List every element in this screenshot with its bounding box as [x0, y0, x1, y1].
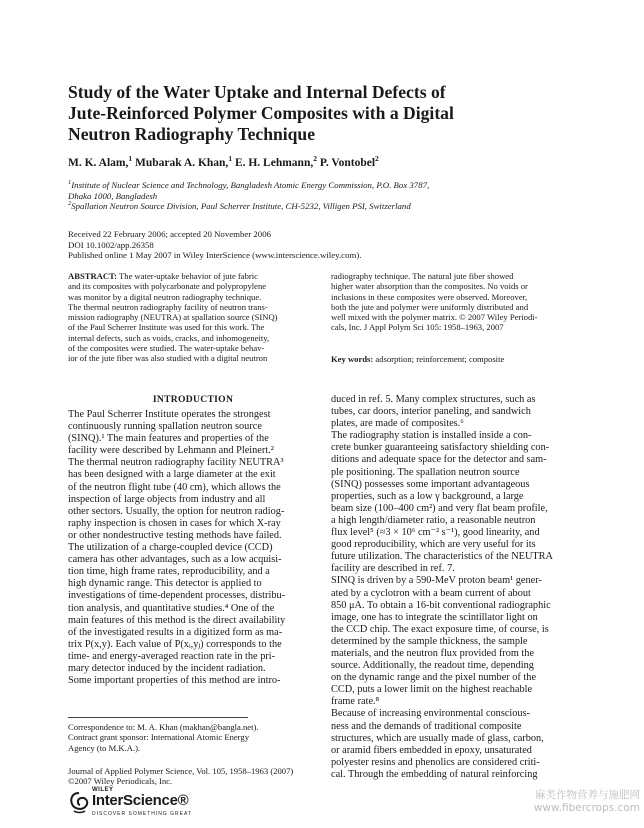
author-name: P. Vontobel — [319, 157, 376, 169]
affil-mark: 1 — [68, 179, 72, 187]
title-line: Neutron Radiography Technique — [68, 124, 316, 144]
body-line: properties, such as a low γ background, a large — [331, 490, 524, 502]
body-line: or aramid fibers embedded in epoxy, unsaturated — [331, 744, 532, 756]
author-affil-mark: 2 — [375, 154, 379, 164]
abstract-line: inclusions in these composites were observed. Moreover, — [331, 291, 528, 302]
body-line: The utilization of a charge-coupled device (CCD) — [68, 542, 273, 554]
body-line: flux level⁵ (≈3 × 10⁶ cm⁻² s⁻¹), good linearity, and — [331, 527, 540, 539]
body-line: CCD, puts a lower limit on the highest reachable — [331, 684, 533, 696]
body-line: ple positioning. The spallation neutron source — [331, 466, 520, 478]
author-name: Mubarak A. Khan, — [135, 157, 229, 169]
footnote-divider — [68, 717, 248, 718]
watermark-line: 麻类作物营养与施肥网 — [535, 789, 640, 801]
watermark — [500, 789, 640, 815]
body-line: determined by the sample thickness, the sample — [331, 635, 528, 647]
body-line: structures, which are usually made of glass, carbon, — [331, 732, 544, 744]
abstract-line: was monitor by a digital neutron radiography technique. — [68, 291, 262, 302]
body-line: of the neutron flight tube (40 cm), which allows the — [68, 481, 281, 493]
body-line: 850 μA. To obtain a 16-bit conventional radiographic — [331, 599, 551, 611]
affiliation-text: Spallation Neutron Source Division, Paul Scherrer Institute, CH-5232, Villigen PSI, Switzerland — [71, 201, 411, 212]
body-line: (SINQ).¹ The main features and properties of the — [68, 433, 269, 445]
abstract-line: well mixed with the polymer matrix. © 2007 Wiley Periodi- — [331, 312, 538, 323]
footnotes — [68, 722, 323, 753]
keywords-label: Key words: — [331, 354, 374, 364]
abstract-line: ior of the jute fiber was also studied with a digital neutron — [68, 353, 268, 364]
copyright: ©2007 Wiley Periodicals, Inc. — [68, 776, 173, 787]
body-line: raphy inspection is chosen in cases for which X-ray — [68, 517, 281, 529]
body-line: good reproducibility, which are very useful for its — [331, 539, 536, 551]
body-line: trix P(x,y). Each value of P(xᵢ,yⱼ) corresponds to the — [68, 638, 282, 650]
abstract-line: cals, Inc. J Appl Polym Sci 105: 1958–1963, 2007 — [331, 322, 504, 333]
abstract-line: of the composites were studied. The water-uptake behav- — [68, 343, 265, 354]
affiliation-text: Institute of Nuclear Science and Technology, Bangladesh Atomic Energy Commission, P.O. Box 3787, — [71, 180, 430, 190]
body-line: ness and the demands of traditional composite — [331, 720, 522, 732]
footnote-line: Correspondence to: M. A. Khan (makhan@bangla.net). — [68, 722, 259, 732]
body-line: continuously running spallation neutron source — [68, 421, 262, 433]
affil-mark: 2 — [68, 200, 72, 208]
body-line: (SINQ) possesses some important advantageous — [331, 478, 530, 490]
body-line: The Paul Scherrer Institute operates the strongest — [68, 409, 271, 420]
abstract-right — [331, 271, 581, 333]
body-line: other sectors. Usually, the option for neutron radiog- — [68, 505, 285, 517]
body-line: camera has other advantages, such as a low acquisi- — [68, 554, 282, 566]
body-line: a high length/diameter ratio, a reasonable neutron — [331, 514, 536, 526]
wiley-interscience-logo — [68, 787, 208, 821]
paper-title — [68, 82, 568, 145]
footnote-line: Agency (to M.K.A.). — [68, 742, 141, 753]
body-line: image, one has to integrate the scintillator light on — [331, 611, 538, 623]
logo-interscience-text: InterScience® — [92, 792, 189, 809]
abstract-line: The thermal neutron radiography facility of neutron trans- — [68, 301, 268, 312]
abstract-line: and its composites with polycarbonate and polypropylene — [68, 281, 267, 292]
logo-wiley-text: WILEY — [92, 787, 114, 793]
body-line: Some important properties of this method are intro- — [68, 675, 281, 687]
body-line: The radiography station is installed inside a con- — [331, 430, 532, 442]
abstract-text: The water-uptake behavior of jute fabric — [117, 271, 258, 281]
affiliations — [68, 180, 568, 212]
body-line: time- and energy-averaged reaction rate in the pri- — [68, 650, 276, 662]
body-line: frame rate.⁸ — [331, 696, 380, 708]
body-column-left — [68, 409, 320, 687]
body-line: materials, and the neutron flux provided from the — [331, 647, 535, 659]
swirl-icon — [68, 791, 90, 815]
affiliation-line: Dhaka 1000, Bangladesh — [68, 190, 158, 201]
body-line: tion analysis, and quantitative studies.⁴ One of the — [68, 602, 275, 614]
abstract-line: of the Paul Scherrer Institute was used for this work. The — [68, 322, 265, 333]
received-date: Received 22 February 2006; accepted 20 November 2006 — [68, 229, 271, 239]
body-line: has been designed with a large diameter at the exit — [68, 469, 276, 481]
abstract-label: ABSTRACT: — [68, 271, 118, 281]
body-line: future utilization. The characteristics of the NEUTRA — [331, 551, 553, 563]
body-line: the CCD chip. The exact exposure time, of course, is — [331, 623, 549, 635]
abstract-line: higher water absorption than the composites. No voids or — [331, 281, 528, 292]
body-line: or other nondestructive testing methods have failed. — [68, 529, 282, 541]
footnote-line: Contract grant sponsor: International Atomic Energy — [68, 732, 249, 743]
body-line: source. Additionally, the readout time, depending — [331, 660, 534, 672]
body-line: plates, are made of composites.⁶ — [331, 418, 464, 430]
abstract-line: radiography technique. The natural jute fiber showed — [331, 271, 514, 281]
author-name: E. H. Lehmann, — [234, 157, 314, 169]
author-affil-mark: 2 — [313, 154, 317, 164]
title-line: Jute-Reinforced Polymer Composites with a Digital — [68, 103, 454, 123]
body-line: investigations of time-dependent processes, distribu- — [68, 590, 286, 602]
body-line: facility were described by Lehmann and Pleinert.² — [68, 445, 274, 457]
body-line: mary detector induced by the incident radiation. — [68, 662, 266, 674]
body-line: duced in ref. 5. Many complex structures, such as — [331, 394, 536, 405]
body-line: tion time, high frame rates, reproducibility, and a — [68, 566, 270, 578]
affiliation-line — [68, 180, 568, 191]
keywords — [331, 354, 504, 364]
logo-tagline: DISCOVER SOMETHING GREAT — [92, 811, 193, 817]
body-line: inspection of large objects from industry and all — [68, 493, 266, 505]
body-line: main features of this method is the direct availability — [68, 614, 286, 626]
watermark-line: www.fibercrops.com — [533, 802, 640, 814]
body-line: Because of increasing environmental conscious- — [331, 708, 531, 720]
author-list — [68, 154, 568, 169]
abstract-line: mission radiography (NEUTRA) at spallation source (SINQ) — [68, 312, 278, 323]
doi: DOI 10.1002/app.26358 — [68, 239, 154, 250]
body-line: SINQ is driven by a 590-MeV proton beam¹ gener- — [331, 575, 542, 587]
body-line: high dynamic range. This detector is applied to — [68, 578, 262, 590]
body-line: facility are described in ref. 7. — [331, 563, 455, 575]
body-line: on the dynamic range and the pixel number of the — [331, 672, 537, 684]
section-heading: INTRODUCTION — [152, 394, 234, 405]
published-online: Published online 1 May 2007 in Wiley InterScience (www.interscience.wiley.com). — [68, 250, 362, 261]
author-affil-mark: 1 — [128, 154, 133, 164]
publication-dates — [68, 229, 568, 261]
abstract-line: internal defects, such as voids, cracks, and inhomogeneity, — [68, 332, 270, 343]
keywords-text: adsorption; reinforcement; composite — [373, 354, 505, 364]
abstract-line: both the jute and polymer were uniformly distributed and — [331, 301, 529, 312]
author-name: M. K. Alam, — [68, 157, 129, 169]
body-line: beam size (100–400 cm²) and very flat beam profile, — [331, 502, 548, 514]
affiliation-line — [68, 201, 568, 212]
journal-citation: Journal of Applied Polymer Science, Vol. 105, 1958–1963 (2007) — [68, 766, 294, 776]
journal-info — [68, 766, 323, 787]
abstract-line — [68, 271, 318, 281]
body-line: of the investigated results in a digitized form as ma- — [68, 626, 283, 638]
body-line: crete bunker guaranteeing satisfactory shielding con- — [331, 442, 550, 454]
body-line: ated by a cyclotron with a beam current of about — [331, 587, 531, 599]
body-line: cal. Through the embedding of natural reinforcing — [331, 768, 538, 780]
body-line: polyester resins and phenolics are considered criti- — [331, 756, 540, 768]
body-line: ditions and adequate space for the detector and sam- — [331, 454, 547, 466]
title-line: Study of the Water Uptake and Internal Defects of — [68, 82, 446, 102]
body-line: The thermal neutron radiography facility NEUTRA³ — [68, 457, 284, 469]
body-line: tubes, car doors, interior paneling, and sandwich — [331, 406, 531, 418]
abstract-left — [68, 271, 318, 364]
body-column-right — [331, 394, 583, 781]
author-affil-mark: 1 — [228, 154, 233, 164]
